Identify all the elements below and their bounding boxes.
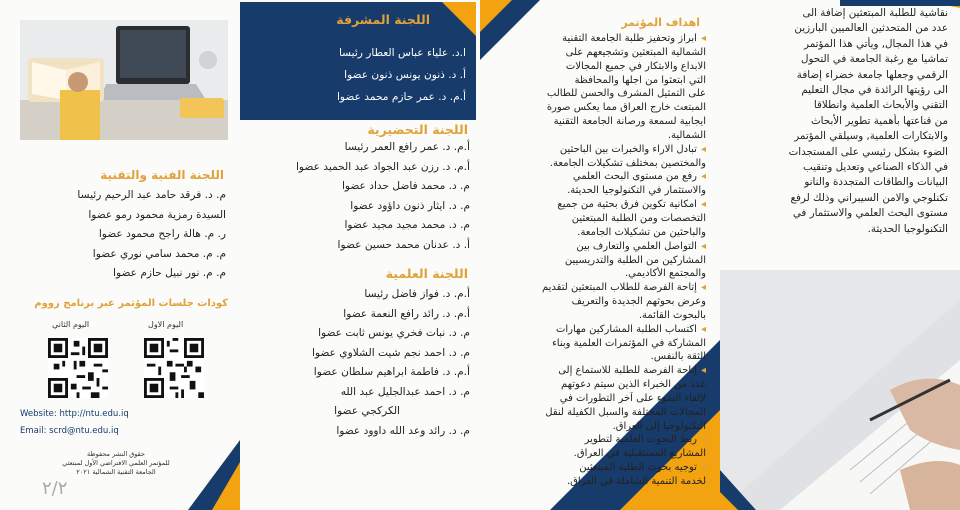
objective-line: [486, 254, 706, 268]
objective-line: [486, 32, 706, 46]
list-item: أ.م. د. فاطمة ابراهيم سلطان عضوا: [313, 366, 470, 378]
list-item: م. د. محمد مجيد مجيد عضوا: [344, 219, 470, 231]
objective-text: الشمالية.: [667, 129, 706, 141]
objective-line: [486, 157, 706, 171]
copyright-line: الجامعة التقنية الشمالية ٢٠٢١: [76, 468, 156, 476]
objective-line: [486, 433, 706, 447]
introduction-line: في هذا المجال, ويأتي هذا المؤتمر: [804, 37, 948, 50]
list-item: م. د. محمد فاضل حداد عضوا: [341, 180, 470, 192]
list-item: السيدة رمزية محمود رمو عضوا: [88, 208, 226, 221]
introduction-text: [722, 6, 948, 237]
list-item: م. د. نبات فخري يونس ثابت عضوا: [318, 327, 470, 339]
objective-text: اكتساب الطلبة المشاركين مهارات: [555, 323, 697, 335]
objective-text: المشاركة في المؤتمرات العلمية وبناء: [552, 337, 706, 349]
list-item: أ.م. د. عمر رافع العمر رئيسا: [344, 141, 470, 153]
list-item: ا.د. علياء عباس العطار رئيسا: [338, 47, 466, 59]
objective-text: الابداع والابتكار في جميع المجالات: [565, 60, 706, 72]
objective-text: المجالات المختلفة والسبل الكفيلة لنقل: [545, 406, 706, 418]
objective-text: والباحثين من تشكيلات الجامعة.: [577, 226, 706, 238]
technical-committee-list: [6, 186, 226, 284]
objective-text: لإلقاء الضوء على آخر التطورات في: [559, 392, 706, 404]
introduction-line: في الذكاء الصناعي وتعديل وتنقيب: [802, 161, 948, 174]
writing-photo: [720, 270, 960, 510]
objective-line: [486, 212, 706, 226]
objective-line: [486, 295, 706, 309]
introduction-line: والابتكارات العلمية, وسيلقي المؤتمر: [794, 130, 948, 143]
objective-line: [486, 281, 706, 295]
panel-introduction: [720, 0, 960, 510]
website-line: [20, 409, 129, 419]
objective-line: [486, 337, 706, 351]
objectives-list: [486, 32, 706, 489]
list-item: أ.م. د. رزن عبد الجواد عبد الحميد عضوا: [295, 160, 470, 173]
objective-text: عدد من الخبراء الذين سيتم دعوتهم: [561, 379, 706, 391]
objective-text: وعرض بحوثهم الجديدة والتعريف: [571, 296, 706, 308]
introduction-line: البيانات والطاقات المتجددة والنانو: [804, 176, 948, 189]
copyright-line: للمؤتمر العلمي الافتراضي الأول لمبتعثي: [62, 459, 170, 467]
introduction-line: تكنلوجي والامن السيبراني وذلك لرفع: [790, 191, 948, 204]
objective-text: التواصل العلمي والتعارف بين: [576, 240, 697, 252]
objective-line: [486, 323, 706, 337]
scientific-committee-heading: اللجنة العلمية: [385, 266, 468, 281]
bullet-icon: ◂: [700, 199, 706, 211]
objective-line: [486, 350, 706, 364]
introduction-line: تماشيا مع رغبة الجامعة في التحول: [800, 53, 948, 66]
page-number: ٢/٢: [42, 478, 68, 499]
list-item: م. د. فرقد حامد عبد الرحيم رئيسا: [77, 189, 226, 201]
panel-objectives: [480, 0, 720, 510]
introduction-line: من قناعتها بأهمية تطوير الأبحاث: [810, 114, 948, 127]
list-item: م. م. نور نبيل حازم عضوا: [113, 267, 226, 279]
scientific-committee-list: [242, 285, 470, 441]
objective-line: [486, 46, 706, 60]
objectives-heading: اهداف المؤتمر: [621, 16, 700, 29]
objective-text: بالبحوث القائمة.: [638, 309, 706, 321]
website-label: Website:: [20, 409, 57, 419]
corner-decoration: [168, 440, 240, 510]
objective-text: والمختصين بمختلف تشكيلات الجامعة.: [549, 157, 706, 169]
list-item: م. د. احمد نجم شيت الشلاوي عضوا: [312, 346, 470, 359]
objective-line: [486, 240, 706, 254]
objective-line: [486, 129, 706, 143]
introduction-line: مستوى البحث العلمي والاستثمار في: [792, 207, 948, 220]
list-item: أ.م. د. رائد رافع النعمة عضوا: [343, 307, 470, 320]
objective-text: لخدمة التنمية الشاملة في العراق.: [566, 476, 706, 487]
objective-line: [486, 364, 706, 378]
objective-text: على التمثيل المشرف والحسن للطالب: [546, 88, 706, 100]
copyright-title: حقوق النشر محفوظة: [87, 450, 145, 458]
preparatory-committee-list: [242, 138, 470, 255]
objective-text: ابراز وتحفيز طلبة الجامعة التقنية: [562, 33, 697, 44]
objective-line: [486, 406, 706, 420]
objective-text: ربط البحوث العلمية لتطوير: [584, 434, 697, 446]
objective-line: [486, 378, 706, 392]
bullet-icon: ◂: [700, 171, 706, 183]
objective-text: المشاريع المستقبلية في العراق.: [573, 448, 706, 460]
objective-text: امكانية تكوين فرق بحثية من جميع: [557, 199, 697, 211]
bullet-icon: ◂: [700, 365, 706, 377]
objective-line: [486, 392, 706, 406]
objective-text: الشمالية المبتعثين وتشجيعهم على: [565, 46, 706, 58]
preparatory-committee-heading: اللجنة التحضيرية: [367, 122, 468, 137]
study-photo: [20, 20, 228, 140]
qr-code-day-two[interactable]: [48, 338, 108, 398]
introduction-line: التكنولوجيا الحديثة.: [867, 222, 948, 235]
introduction-line: نقاشية للطلبة المبتعثين إضافة الى: [802, 7, 948, 19]
technical-committee-heading: اللجنة الفنية والتقنية: [100, 168, 224, 182]
supervising-committee-list: [246, 42, 466, 108]
supervising-committee-box: [240, 2, 476, 120]
list-item: م. د. احمد عبدالجليل عبد الله: [340, 385, 470, 398]
list-item: أ.م. د. عمر حازم محمد عضوا: [336, 91, 466, 103]
objective-line: [486, 309, 706, 323]
objective-text: رفع من مستوى البحث العلمي: [572, 171, 697, 183]
day-first-label: اليوم الاول: [148, 320, 184, 329]
list-item: م. د. ايثار ذنون داؤود عضوا: [350, 199, 470, 212]
objective-line: [486, 461, 706, 475]
list-item: ر. م. هالة راجح محمود عضوا: [98, 228, 226, 240]
list-item: م. م. محمد سامي نوري عضوا: [92, 247, 226, 260]
bullet-icon: ◂: [700, 434, 706, 446]
email-label: Email:: [20, 426, 47, 436]
list-item: م. د. رائد وعد الله داوود عضوا: [336, 424, 470, 437]
bullet-icon: ◂: [700, 282, 706, 294]
objective-text: ايجابية لسمعة ورصانة الجامعة التقنية: [553, 116, 706, 128]
bullet-icon: ◂: [700, 33, 706, 44]
introduction-line: التقني والأبحاث العلمية وانطلاقا: [813, 99, 948, 112]
list-item: أ. د. عدنان محمد حسين عضوا: [337, 238, 470, 251]
list-item: أ.م. د. فواز فاضل رئيسا: [364, 288, 470, 300]
objective-text: والمجتمع الأكاديمي.: [624, 268, 706, 280]
introduction-line: عدد من المتحدثين العالميين البارزين: [794, 22, 948, 35]
objective-line: [486, 170, 706, 184]
supervising-committee-heading: اللجنة المشرفة: [336, 12, 430, 27]
objective-line: [486, 267, 706, 281]
panel-technical-committee: [0, 0, 240, 510]
zoom-codes-heading: كودات جلسات المؤتمر عبر برنامج زووم: [34, 298, 228, 309]
email-line: [20, 426, 119, 436]
objective-line: [486, 447, 706, 461]
objective-line: [486, 87, 706, 101]
objective-line: [486, 101, 706, 115]
email-link[interactable]: scrd@ntu.edu.iq: [49, 426, 119, 436]
objective-line: [486, 115, 706, 129]
panel-committees: [240, 0, 480, 510]
objective-text: المشاركين من الطلبة والتدريسيين: [564, 254, 706, 266]
objective-line: [486, 475, 706, 489]
copyright-block: [56, 450, 176, 477]
objective-line: [486, 226, 706, 240]
objective-text: إتاحة الفرصة للطلبة للاستماع إلى: [558, 365, 697, 377]
objective-text: إتاحة الفرصة للطلاب المبتعثين لتقديم: [541, 282, 697, 294]
introduction-line: الضوء بشكل رئيسي على المستجدات: [788, 145, 948, 158]
objective-text: التي ابتعثوا من اجلها والمحافظة: [574, 74, 706, 86]
introduction-line: الى رؤيتها الرائدة في مجال التعليم: [801, 84, 948, 97]
objective-text: المبتعث خارج العراق مما يعكس صورة: [546, 102, 706, 114]
objective-text: توجيه بحوث الطلبة المبتعثين: [579, 462, 697, 474]
bullet-icon: ◂: [700, 143, 706, 155]
list-item: الكركجي عضوا: [334, 405, 400, 417]
objective-text: تبادل الاراء والخبرات بين الباحثين: [559, 143, 697, 155]
list-item: أ. د. ذنون يونس ذنون عضوا: [344, 69, 466, 81]
objective-line: [486, 198, 706, 212]
introduction-line: الرقمي وجعلها جامعة خضراء إضافة: [796, 68, 948, 81]
objective-text: الثقة بالنفس.: [650, 351, 706, 363]
objective-text: التخصصات ومن الطلبة المبتعثين: [571, 212, 706, 224]
objective-line: [486, 143, 706, 157]
bullet-icon: ◂: [700, 462, 706, 474]
objective-text: والاستثمار في التكنولوجيا الحديثة.: [567, 185, 706, 197]
bullet-icon: ◂: [700, 323, 706, 335]
website-link[interactable]: http://ntu.edu.iq: [59, 409, 129, 419]
objective-line: [486, 420, 706, 434]
objective-text: التكنولوجيا إلى العراق.: [612, 420, 706, 432]
objective-line: [486, 184, 706, 198]
qr-code-day-one[interactable]: [144, 338, 204, 398]
objective-line: [486, 74, 706, 88]
objective-line: [486, 60, 706, 74]
day-second-label: اليوم الثاني: [52, 320, 90, 329]
bullet-icon: ◂: [700, 240, 706, 252]
